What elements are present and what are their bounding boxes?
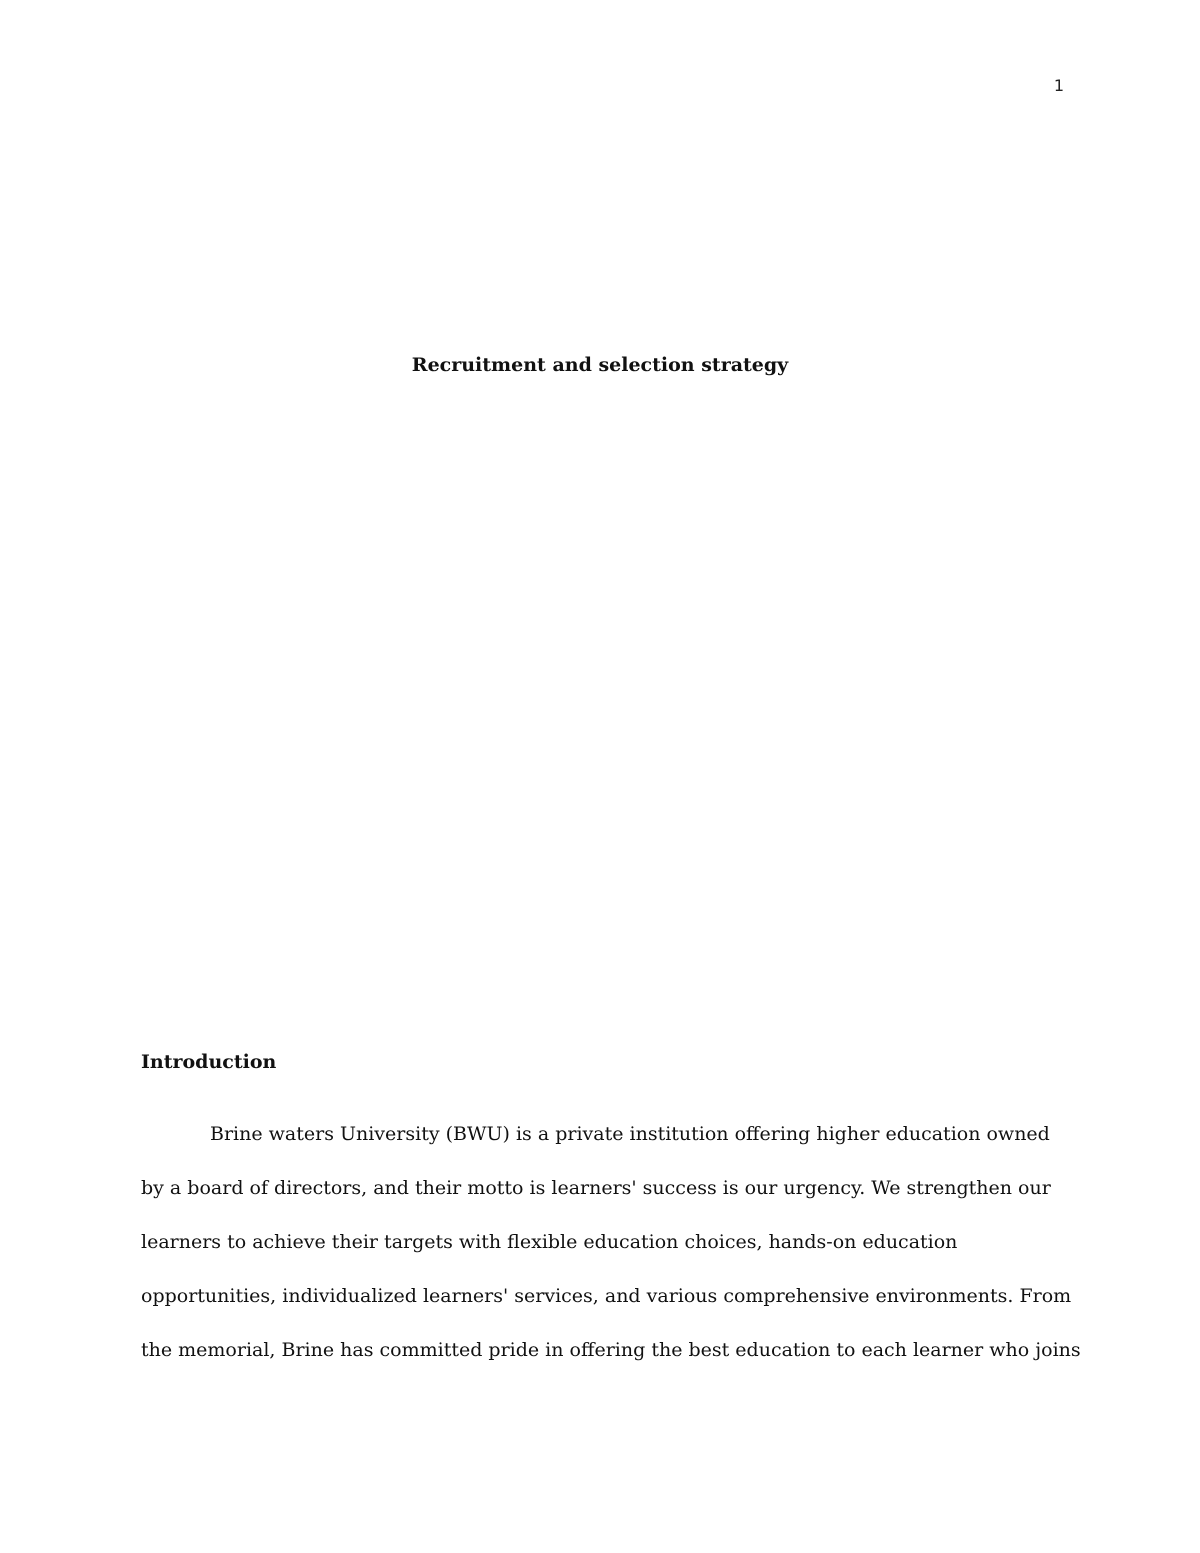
paragraph-line: the memorial, Brine has committed pride in offering the best education to each learner who joins	[141, 1339, 1081, 1361]
paragraph-line: Brine waters University (BWU) is a private institution offering higher education owned	[210, 1123, 1050, 1145]
introduction-paragraph	[141, 1108, 1081, 1378]
document-title: Recruitment and selection strategy	[411, 354, 789, 376]
paragraph-line: learners to achieve their targets with flexible education choices, hands-on education	[141, 1231, 958, 1253]
page-number: 1	[1053, 76, 1064, 95]
paragraph-line: by a board of directors, and their motto is learners' success is our urgency. We strengthen our	[141, 1177, 1051, 1199]
paragraph-line: opportunities, individualized learners' services, and various comprehensive environments. From	[141, 1285, 1072, 1307]
section-heading-introduction: Introduction	[141, 1051, 277, 1073]
